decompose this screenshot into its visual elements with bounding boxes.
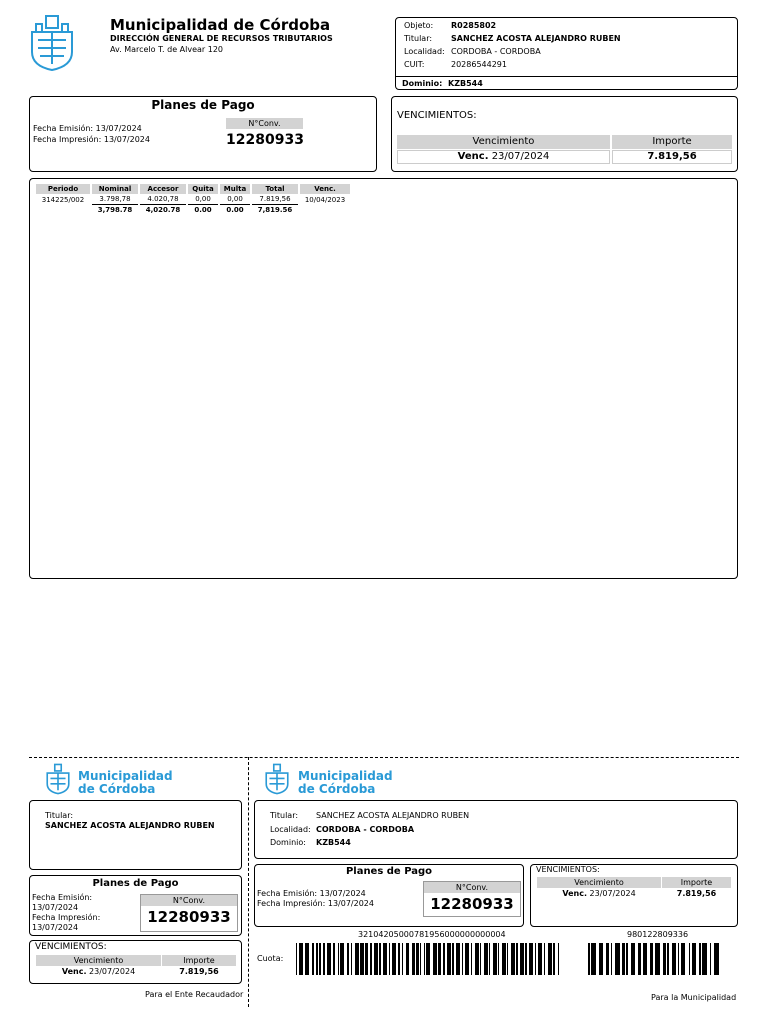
logo-text-left-2: de Córdoba [78,782,156,796]
due-dates-box [391,96,738,172]
cell-multa: 0,00 [220,194,250,205]
taxpayer-info-box [395,17,738,90]
col-venc: Venc. [300,184,350,194]
stub-left-conv-number: 12280933 [147,908,231,926]
payment-plan-box [29,96,377,172]
stub-left-titular-box [29,800,242,870]
stub-left-emision-date: 13/07/2024 [32,903,79,912]
total-quita: 0.00 [194,206,212,214]
barcode-2-text: 980122809336 [627,930,689,939]
cell-quita: 0,00 [188,194,218,205]
stub-right-due-row [537,889,661,898]
stub-right-localidad-label: Localidad: [270,825,311,834]
cell-accesor: 4.020,78 [140,194,186,205]
total-multa: 0.00 [226,206,244,214]
total-accesor: 4,020.78 [145,206,181,214]
issue-date: Fecha Emisión: 13/07/2024 [33,124,142,133]
stub-left-plan-box [29,875,242,936]
localidad-value: CORDOBA - CORDOBA [451,47,541,56]
print-date: Fecha Impresión: 13/07/2024 [33,135,150,144]
cuit-value: 20286544291 [451,60,507,69]
objeto-label: Objeto: [404,21,434,30]
department-name: DIRECCIÓN GENERAL DE RECURSOS TRIBUTARIOS [110,34,333,43]
objeto-value: R0285802 [451,21,497,30]
stub-right-dominio-value: KZB544 [316,838,351,847]
cuota-label: Cuota: [257,954,284,963]
divider [396,76,737,77]
col-multa: Multa [220,184,250,194]
stub-right-due-title: VENCIMIENTOS: [536,865,600,874]
stub-left-conv-label: N°Conv. [141,895,237,906]
stub-left-titular-label: Titular: [45,811,74,820]
barcode-2 [588,943,721,975]
totals-row [36,205,350,215]
coat-of-arms-logo [26,14,78,72]
stub-left-due-row [36,967,161,976]
col-periodo: Periodo [36,184,90,194]
stub-right-titular-value: SANCHEZ ACOSTA ALEJANDRO RUBEN [316,811,470,820]
stub-right-plan-box [254,864,524,927]
dominio-value: KZB544 [448,79,483,88]
stub-left-amount-col: Importe [162,955,236,966]
stub-right-conv-number: 12280933 [430,895,514,913]
stub-left-impresion-date: 13/07/2024 [32,923,79,932]
stub-left-due-box [29,940,242,984]
logo-text-left-1: Municipalidad [78,769,173,783]
stub-right-impresion: Fecha Impresión: 13/07/2024 [257,899,374,908]
stub-right-info-box [254,800,738,859]
stub-left-conv-box [140,894,238,932]
plan-title: Planes de Pago [151,98,255,112]
col-accesor: Accesor [140,184,186,194]
due-amount: 7.819,56 [612,150,732,164]
stub-right-emision: Fecha Emisión: 13/07/2024 [257,889,366,898]
cell-venc: 10/04/2023 [304,195,346,204]
due-col-header: Vencimiento [397,135,610,149]
conv-label: N°Conv. [226,118,303,129]
logo-text-right-1: Municipalidad [298,769,393,783]
stub-right-dominio-label: Dominio: [270,838,306,847]
stub-left-due-label: Venc. [61,967,87,976]
stub-right-due-col: Vencimiento [537,877,661,888]
stub-right-amount: 7.819,56 [676,889,717,898]
detail-table-header [36,184,350,194]
cell-total: 7.819,56 [252,194,298,205]
cut-line-horizontal [29,757,739,758]
cell-periodo: 314225/002 [41,195,85,204]
stub-right-conv-box [423,881,521,917]
dominio-label: Dominio: [402,79,443,88]
municipality-logo-right [263,762,291,796]
cell-nominal: 3.798,78 [92,194,138,205]
due-dates-title: VENCIMIENTOS: [397,110,477,121]
due-row-box [397,150,610,164]
stub-right-localidad-value: CORDOBA - CORDOBA [316,825,415,834]
col-nominal: Nominal [92,184,138,194]
org-address: Av. Marcelo T. de Alvear 120 [110,45,224,54]
stub-right-footer: Para la Municipalidad [651,993,737,1002]
stub-left-titular-value: SANCHEZ ACOSTA ALEJANDRO RUBEN [45,821,215,830]
stub-left-impresion-label: Fecha Impresión: [32,913,101,922]
barcode-1 [296,943,562,975]
cuit-label: CUIT: [404,60,425,69]
due-label: Venc. [457,151,489,162]
col-quita: Quita [188,184,218,194]
org-name: Municipalidad de Córdoba [110,16,331,34]
titular-label: Titular: [404,34,433,43]
stub-right-titular-label: Titular: [270,811,299,820]
stub-left-footer: Para el Ente Recaudador [145,990,244,999]
stub-left-amount: 7.819,56 [179,967,219,976]
total-total: 7,819.56 [257,206,293,214]
cut-line-vertical [248,757,249,1007]
col-total: Total [252,184,298,194]
stub-left-plan-title: Planes de Pago [92,878,179,889]
detail-box [29,178,738,579]
stub-right-due-date: 23/07/2024 [589,889,636,898]
total-nominal: 3,798.78 [97,206,133,214]
barcode-1-text: 32104205000781956000000000004 [358,930,506,939]
stub-right-conv-label: N°Conv. [424,882,520,893]
table-row [36,194,350,205]
stub-left-due-date: 23/07/2024 [89,967,136,976]
municipality-logo-left [44,762,72,796]
stub-left-due-title: VENCIMIENTOS: [35,942,107,952]
logo-text-right-2: de Córdoba [298,782,376,796]
stub-right-plan-title: Planes de Pago [345,866,433,877]
localidad-label: Localidad: [404,47,445,56]
stub-left-emision-label: Fecha Emisión: [32,893,93,902]
stub-right-due-label: Venc. [562,889,587,898]
conv-number: 12280933 [226,132,304,148]
titular-value: SANCHEZ ACOSTA ALEJANDRO RUBEN [451,34,621,43]
due-date: 23/07/2024 [491,151,550,162]
stub-right-amount-col: Importe [662,877,731,888]
amount-col-header: Importe [612,135,732,149]
detail-table [34,184,352,215]
stub-left-due-col: Vencimiento [36,955,161,966]
stub-right-due-box [530,864,738,927]
